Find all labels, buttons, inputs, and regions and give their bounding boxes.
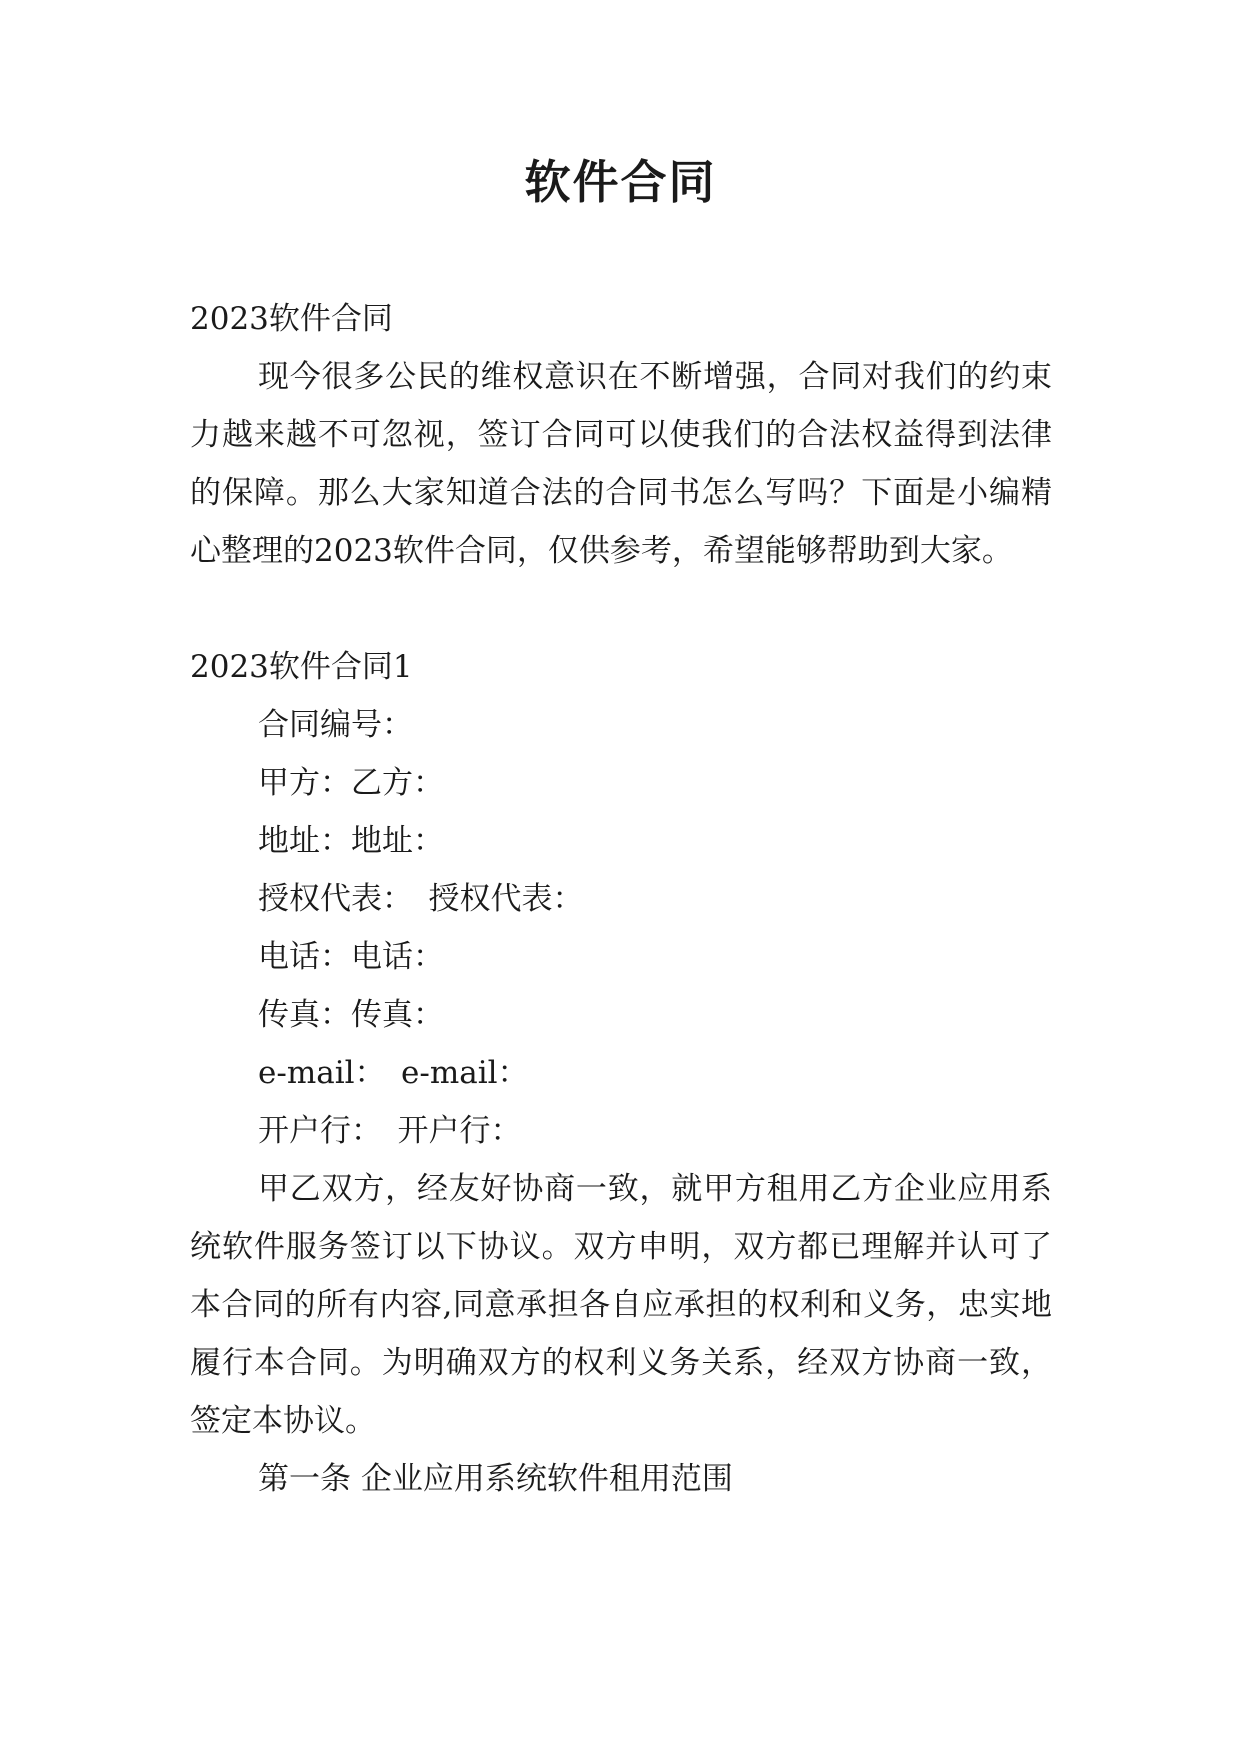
document-body [190, 290, 1052, 1508]
field-contract-number: 合同编号： [258, 707, 413, 743]
field-fax: 传真：传真： [258, 997, 444, 1033]
agreement-paragraph: 甲乙双方，经友好协商一致，就甲方租用乙方企业应用系统软件服务签订以下协议。双方申明，双方都已理解并认可了本合同的所有内容,同意承担各自应承担的权利和义务，忠实地履行本合同。为明确双方的权利义务关系，经双方协商一致，签定本协议。 [190, 1171, 1052, 1439]
article-one-heading: 第一条 企业应用系统软件租用范围 [258, 1461, 733, 1497]
field-phone: 电话：电话： [258, 939, 444, 975]
document-title: 软件合同 [524, 155, 717, 209]
field-bank: 开户行： 开户行： [258, 1113, 522, 1149]
field-email: e-mail： e-mail： [258, 1055, 529, 1091]
field-address: 地址：地址： [258, 823, 444, 859]
subtitle-line: 2023软件合同 [190, 301, 393, 337]
blank-line [190, 580, 1052, 638]
field-parties: 甲方：乙方： [258, 765, 444, 801]
field-representative: 授权代表： 授权代表： [258, 881, 584, 917]
intro-paragraph: 现今很多公民的维权意识在不断增强，合同对我们的约束力越来越不可忽视，签订合同可以使我们的合法权益得到法律的保障。那么大家知道合法的合同书怎么写吗？下面是小编精心整理的2023软件合同，仅供参考，希望能够帮助到大家。 [190, 359, 1052, 569]
section-heading: 2023软件合同1 [190, 649, 413, 685]
